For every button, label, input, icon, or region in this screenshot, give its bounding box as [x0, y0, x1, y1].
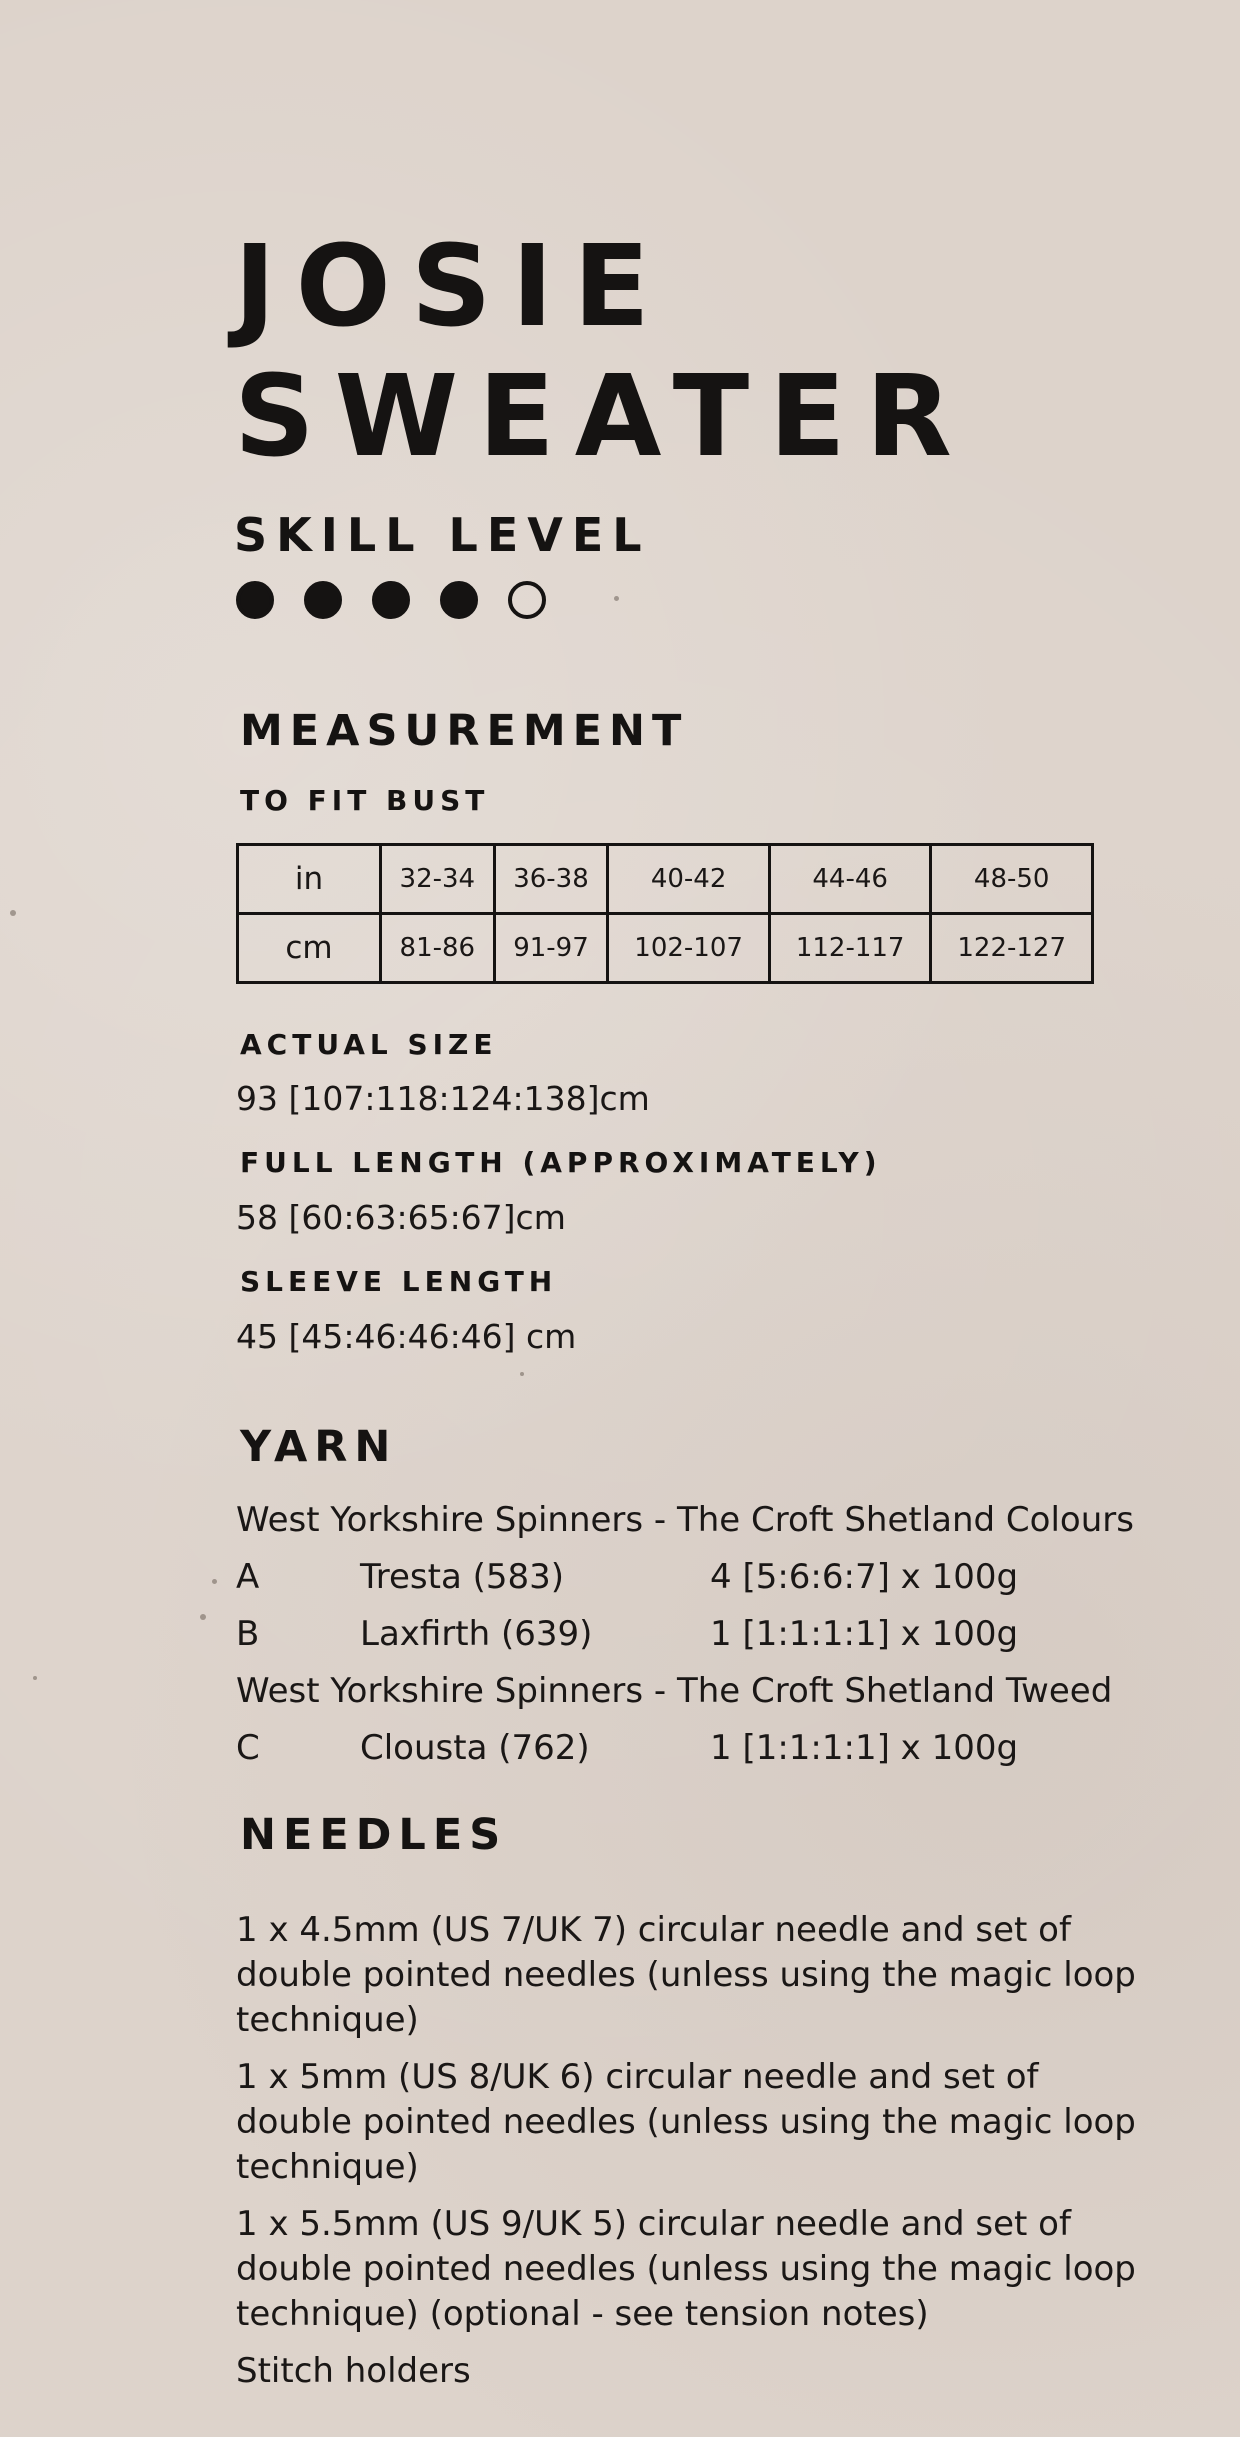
needle-item: 1 x 5mm (US 8/UK 6) circular needle and set of double pointed needles (unless using the magic loop technique) — [236, 2057, 1136, 2187]
page-title: JOSIE SWEATER — [234, 222, 972, 482]
size-table — [236, 843, 1094, 984]
measurement-heading: MEASUREMENT — [240, 706, 689, 756]
paper-speck — [10, 910, 16, 916]
skill-dot-filled — [236, 581, 274, 619]
table-cell: 36-38 — [494, 845, 608, 914]
table-cell: 102-107 — [608, 914, 770, 983]
full-length-value: 58 [60:63:65:67]cm — [236, 1198, 566, 1237]
yarn-quantity: 1 [1:1:1:1] x 100g — [710, 1614, 1019, 1654]
table-cell: 112-117 — [769, 914, 931, 983]
table-cell: 91-97 — [494, 914, 608, 983]
table-row — [238, 845, 1093, 914]
skill-dot-empty — [508, 581, 546, 619]
skill-level-heading: SKILL LEVEL — [234, 508, 651, 562]
paper-speck — [33, 1676, 37, 1680]
skill-dot-filled — [440, 581, 478, 619]
yarn-colour-name: Tresta (583) — [360, 1557, 565, 1597]
table-cell: 40-42 — [608, 845, 770, 914]
table-cell-unit: in — [238, 845, 381, 914]
sleeve-length-value: 45 [45:46:46:46] cm — [236, 1317, 577, 1356]
actual-size-value: 93 [107:118:124:138]cm — [236, 1079, 650, 1118]
yarn-colour-name: Clousta (762) — [360, 1728, 590, 1768]
table-row — [238, 914, 1093, 983]
yarn-brand-line: West Yorkshire Spinners - The Croft Shetland Tweed — [236, 1671, 1113, 1711]
table-cell: 122-127 — [931, 914, 1093, 983]
table-cell-unit: cm — [238, 914, 381, 983]
paper-speck — [614, 596, 619, 601]
yarn-colour-name: Laxfirth (639) — [360, 1614, 593, 1654]
table-cell: 32-34 — [381, 845, 495, 914]
skill-dot-filled — [304, 581, 342, 619]
table-cell: 48-50 — [931, 845, 1093, 914]
skill-level-rating — [236, 581, 546, 619]
skill-dot-filled — [372, 581, 410, 619]
needle-item: Stitch holders — [236, 2351, 471, 2391]
yarn-row-a — [236, 1549, 1196, 1606]
paper-speck — [200, 1614, 206, 1620]
yarn-heading: YARN — [240, 1422, 398, 1472]
paper-speck — [520, 1372, 524, 1376]
needles-list — [236, 1908, 1136, 2406]
yarn-colour-letter: C — [236, 1728, 260, 1768]
sleeve-length-label: SLEEVE LENGTH — [240, 1265, 558, 1298]
yarn-quantity: 4 [5:6:6:7] x 100g — [710, 1557, 1019, 1597]
yarn-colour-letter: B — [236, 1614, 260, 1654]
table-cell: 81-86 — [381, 914, 495, 983]
yarn-row-b — [236, 1606, 1196, 1663]
needles-heading: NEEDLES — [240, 1810, 508, 1860]
actual-size-label: ACTUAL SIZE — [240, 1028, 498, 1061]
table-cell: 44-46 — [769, 845, 931, 914]
needle-item: 1 x 5.5mm (US 9/UK 5) circular needle and set of double pointed needles (unless using the magic loop technique) (optional - see tension notes) — [236, 2204, 1136, 2334]
yarn-list — [236, 1492, 1196, 1777]
yarn-quantity: 1 [1:1:1:1] x 100g — [710, 1728, 1019, 1768]
needle-item: 1 x 4.5mm (US 7/UK 7) circular needle and set of double pointed needles (unless using the magic loop technique) — [236, 1910, 1136, 2040]
fit-bust-label: TO FIT BUST — [240, 784, 490, 817]
yarn-colour-letter: A — [236, 1557, 260, 1597]
yarn-row-c — [236, 1720, 1196, 1777]
paper-speck — [212, 1579, 217, 1584]
full-length-label: FULL LENGTH (APPROXIMATELY) — [240, 1146, 882, 1179]
yarn-brand-line: West Yorkshire Spinners - The Croft Shetland Colours — [236, 1500, 1134, 1540]
